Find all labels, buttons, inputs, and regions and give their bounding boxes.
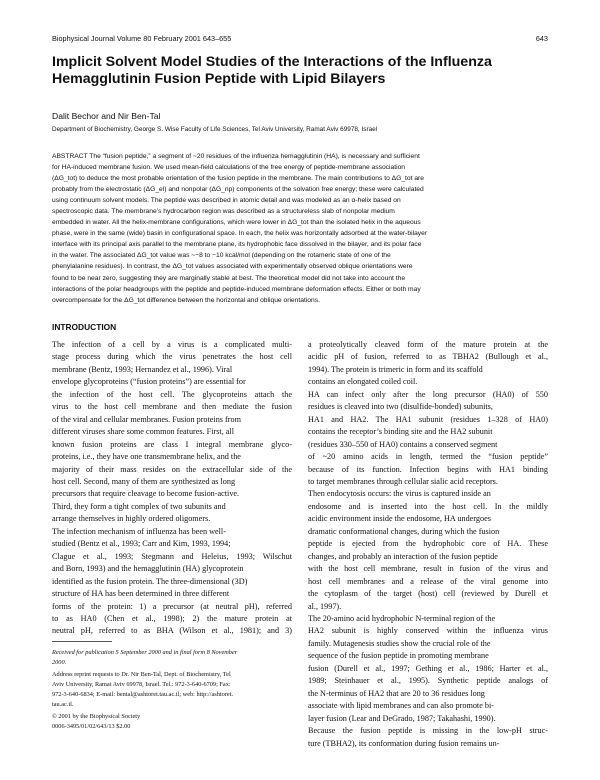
body-line: endosome and is inserted into the host cell. In the mildly	[308, 501, 548, 511]
body-line: identified as the fusion protein. The three-dimensional (3D)	[52, 576, 248, 586]
body-line: contains the receptor’s binding site and the HA2 subunit	[308, 427, 493, 437]
body-line: ture (TBHA2), its conformation during fusion remains un-	[308, 738, 500, 748]
body-line: studied (Bentz et al., 1993; Carr and Kim, 1993, 1994;	[52, 539, 231, 549]
body-line: The 20-amino acid hydrophobic N-terminal region of the	[308, 613, 496, 623]
body-line: acidic pH of fusion, referred to as TBHA2 (Bullough et al.,	[308, 352, 548, 362]
body-line: HA can infect only after the long precursor (HA0) of 550	[308, 389, 548, 399]
page-number: 643	[535, 34, 548, 43]
right-column	[308, 339, 548, 750]
footnote	[52, 648, 292, 732]
body-line: different viruses share some common features. First, all	[52, 427, 234, 437]
abstract-line-first: ABSTRACT The “fusion peptide,” a segment of ~20 residues of the influenza hemagglutinin (HA), is necessary and sufficient	[52, 153, 420, 160]
body-line: to as HA0 (Chen et al., 1998); 2) the mature protein at	[52, 613, 292, 623]
body-line: fusion (Durell et al., 1997; Gething et al., 1986; Harter et al.,	[308, 663, 548, 673]
running-header	[52, 34, 548, 43]
abstract-line: overcompensate for the ΔG_tot difference between the horizontal and oblique orientations.	[52, 296, 320, 304]
section-title: INTRODUCTION	[52, 322, 117, 332]
body-line: the cytoplasm of the target (host) cell (reviewed by Durell et	[308, 589, 548, 599]
abstract-line: (ΔG_tot) to deduce the most probable orientation of the fusion peptide in the membrane. The main contributions to ΔG_tot are	[52, 175, 425, 183]
body-line: al., 1997).	[308, 601, 342, 611]
footnote-rule	[52, 641, 112, 642]
title-line: Implicit Solvent Model Studies of the Interactions of the Influenza	[52, 54, 492, 70]
received-line: Received for publication 5 September 2000 and in final form 8 November	[52, 649, 238, 656]
abstract-line: interactions of the polar headgroups with the peptide and peptide-induced membrane deformation effects. Either or both may	[52, 285, 421, 293]
body-line: HA1 and HA2. The HA1 subunit (residues 1–328 of HA0)	[308, 414, 548, 424]
address-line: Aviv University, Ramat Aviv 69978, Israel. Tel.: 972-3-640-6709; Fax:	[52, 681, 231, 689]
abstract-line: phase, were in the same (wide) basin in configurational space. In each, the helix was horizontally adsorbed at the water-bilayer	[52, 230, 428, 238]
body-line: 1989; Steinhauer et al., 1995). Synthetic peptide analogs of	[308, 676, 548, 686]
body-line: majority of their mass resides on the extracellular side of the	[52, 464, 292, 474]
body-line: host cell membranes and a release of the viral genome into	[308, 576, 548, 586]
abstract-line: in the water. The associated ΔG_tot value was ~−8 to −10 kcal/mol (depending on the rotameric state of one of the	[52, 252, 391, 260]
body-line: to target membranes through cellular sialic acid receptors.	[308, 476, 498, 486]
body-line: Then endocytosis occurs: the virus is captured inside an	[308, 489, 491, 499]
body-line: proteins, i.e., they have one transmembrane helix, and the	[52, 452, 241, 462]
body-line: acidic environment inside the endosome, HA undergoes	[308, 514, 491, 524]
abstract-line: probably from the electrostatic (ΔG_el) and nonpolar (ΔG_np) components of the solvation free energy; these were calculated	[52, 186, 424, 194]
received-year: 2000.	[52, 658, 67, 666]
body-line: layer fusion (Lear and DeGrado, 1987; Takahashi, 1990).	[308, 713, 496, 723]
body-line: structure of HA has been determined in three different	[52, 589, 230, 599]
abstract-line: for HA-induced membrane fusion. We used mean-field calculations of the free energy of peptide-membrane association	[52, 164, 406, 172]
authors: Dalit Bechor and Nir Ben-Tal	[52, 111, 161, 121]
body-line: because of its function. Infection begins with HA1 binding	[308, 464, 548, 474]
abstract	[52, 151, 546, 306]
body-line: forms of the protein: 1) a precursor (at neutral pH), referred	[52, 601, 292, 611]
body-line: sequence of the fusion peptide in promoting membrane	[308, 651, 489, 661]
body-line: the infection of the host cell. The glycoproteins attach the	[52, 389, 292, 399]
body-line: known fusion proteins are class I integral membrane glyco-	[52, 439, 292, 449]
body-line: and Born, 1993) and the hemagglutinin (HA) glycoprotein	[52, 564, 244, 574]
body-line: stage process during which the virus penetrates the host cell	[52, 352, 292, 362]
body-line: The infection of a cell by a virus is a complicated multi-	[52, 340, 292, 349]
body-line: Because the fusion peptide is missing in the low-pH struc-	[308, 726, 548, 736]
title-line: Hemagglutinin Fusion Peptide with Lipid Bilayers	[52, 70, 386, 87]
body-line: virus to the host cell membrane and then mediate the fusion	[52, 402, 292, 412]
body-line: family. Mutagenesis studies show the crucial role of the	[308, 638, 491, 648]
body-line: of the viral and cellular membranes. Fusion proteins from	[52, 414, 241, 424]
copyright: © 2001 by the Biophysical Society	[52, 713, 141, 721]
journal-info: Biophysical Journal Volume 80 February 2001 643–655	[52, 34, 232, 43]
body-line: peptide is ejected from the hydrophobic core of HA. These	[308, 539, 548, 549]
affiliation: Department of Biochemistry, George S. Wise Faculty of Life Sciences, Tel Aviv University, Ramat Aviv 69978, Israel	[52, 126, 378, 133]
abstract-line: embedded in water. All the helix-membrane configurations, which were lower in ΔG_tot than the isolated helix in the aqueous	[52, 219, 421, 227]
body-line: precursors that require cleavage to become fusion-active.	[52, 489, 240, 499]
body-line: with the host cell membrane, result in fusion of the virus and	[308, 564, 548, 574]
address-line: tau.ac.il.	[52, 700, 74, 708]
abstract-line: interface with its principal axis parallel to the membrane plane, its hydrophobic face dissolved in the bilayer, and its polar face	[52, 241, 422, 249]
body-line: residues is cleaved into two (disulfide-bonded) subunits,	[308, 402, 493, 412]
body-line: neutral pH, referred to as BHA (Wilson et al., 1981); and 3)	[52, 626, 292, 636]
address-line: 972-3-640-6834; E-mail: bental@ashtoret.tau.ac.il; web: http://ashtoret.	[52, 690, 234, 698]
body-line: 1994). The protein is trimeric in form and its scaffold	[308, 364, 483, 374]
address-line: Address reprint requests to Dr. Nir Ben-Tal, Dept. of Biochemistry, Tel	[52, 671, 231, 679]
body-line: (residues 330–550 of HA0) contains a conserved segment	[308, 439, 498, 449]
abstract-line: spectroscopic data. The membrane’s hydrocarbon region was described as a structureless slab of nonpolar medium	[52, 208, 395, 216]
body-line: Clague et al., 1993; Stegmann and Heleius, 1993; Wilschut	[52, 551, 292, 561]
body-line: Third, they form a tight complex of two subunits and	[52, 501, 226, 511]
body-line: a proteolytically cleaved form of the mature protein at the	[308, 340, 548, 349]
body-line: changes, and probably an interaction of the fusion peptide	[308, 551, 498, 561]
body-line: associate with lipid membranes and can also promote bi-	[308, 701, 494, 711]
body-line: The infection mechanism of influenza has been well-	[52, 526, 226, 536]
abstract-line: found to be near zero, suggesting they are marginally stable at best. The theoretical model did not take into account the	[52, 274, 406, 282]
body-line: membrane (Bentz, 1993; Hernandez et al., 1996). Viral	[52, 364, 233, 374]
body-line: HA2 subunit is highly conserved within the influenza virus	[308, 626, 548, 636]
abstract-line: phenylalanine residues). In contrast, the ΔG_tot values associated with experimentally observed oblique orientations were	[52, 263, 413, 271]
article-title	[52, 54, 542, 87]
body-line: of ~20 amino acids in length, termed the “fusion peptide”	[308, 452, 548, 462]
abstract-line: using continuum solvent models. The peptide was described in atomic detail and was modeled as an α-helix based on	[52, 197, 401, 205]
issn: 0006-3495/01/02/643/13 $2.00	[52, 722, 131, 730]
body-line: the N-terminus of HA2 that are 20 to 36 residues long	[308, 688, 485, 698]
body-line: dramatic conformational changes, during which the fusion	[308, 526, 500, 536]
body-line: envelope glycoproteins (“fusion proteins”) are essential for	[52, 377, 246, 387]
body-line: arrange themselves in highly ordered oligomers.	[52, 514, 211, 524]
body-line: contains an elongated coiled coil.	[308, 377, 418, 387]
body-line: host cell. Second, many of them are synthesized as long	[52, 476, 236, 486]
left-column	[52, 339, 292, 638]
